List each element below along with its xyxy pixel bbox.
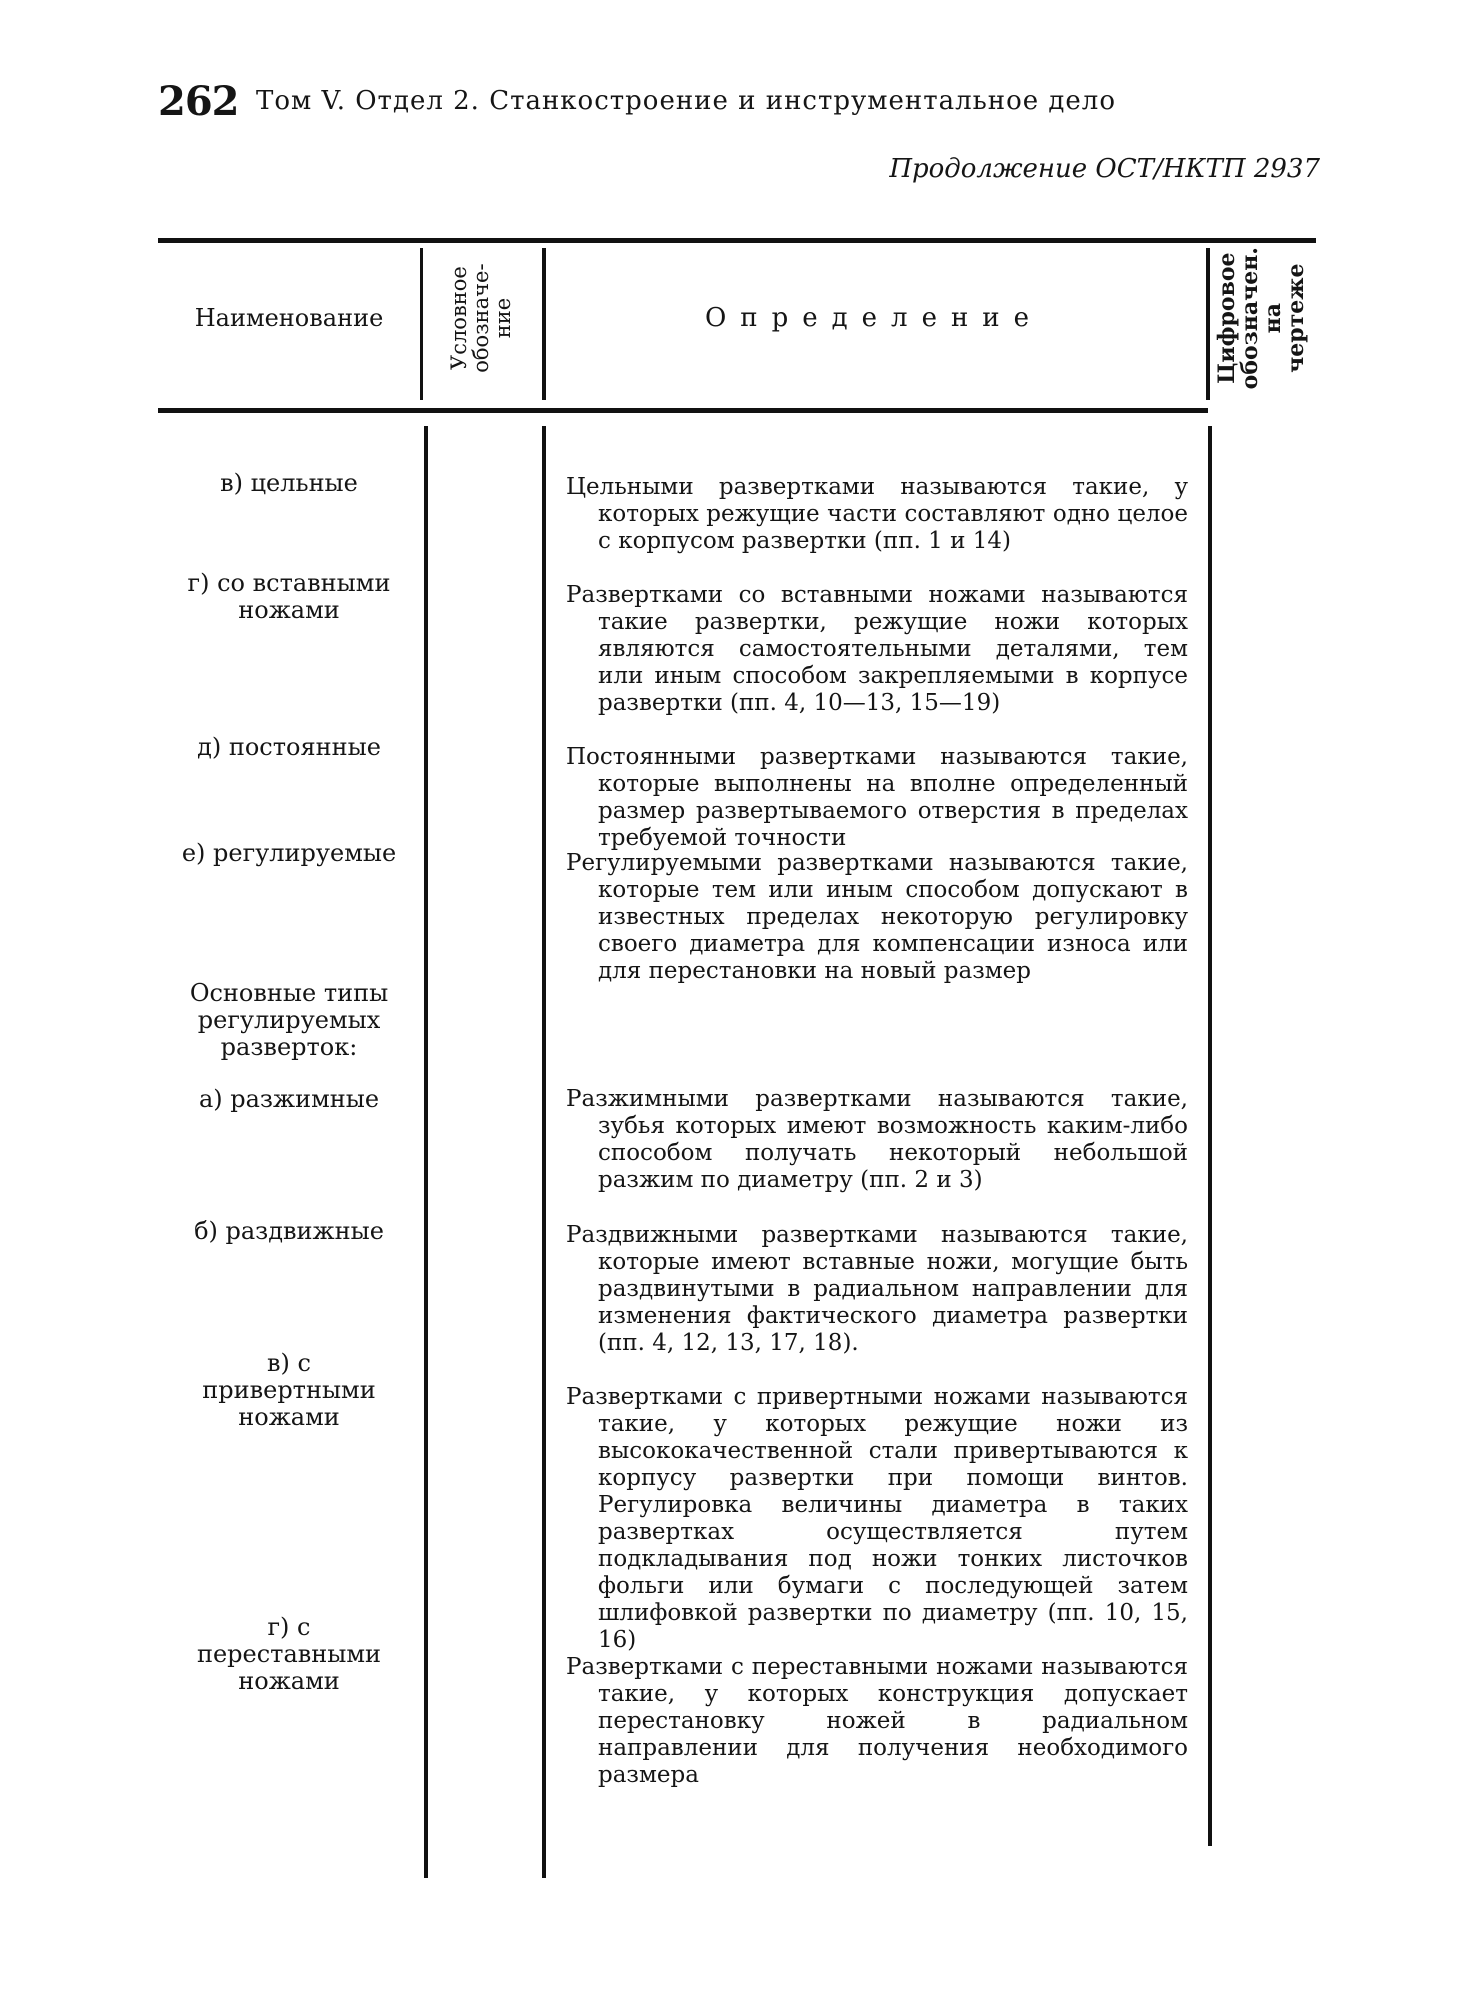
column-divider	[1208, 426, 1212, 1846]
column-divider	[542, 426, 546, 1878]
column-header-digital	[1208, 238, 1316, 398]
page-number: 262	[158, 78, 239, 125]
page-header	[158, 78, 1288, 128]
table-header-rule	[158, 408, 1208, 413]
column-header-symbol	[420, 248, 542, 388]
table-row: Разжимными развертками называются такие, зубья которых имеют возможность каким-либо способом получать некоторый небольшой разжим по диаметру (пп. 2 и 3)	[566, 1086, 1188, 1193]
list-item: в) с привертными ножами	[202, 1349, 376, 1431]
definitions-table	[158, 238, 1316, 1888]
column-header-label: Определение	[704, 303, 1044, 333]
table-row: Постоянными развертками называются такие, которые выполнены на вполне определенный размер развертываемого отверстия в пределах требуемой точности	[566, 744, 1188, 851]
column-header-name	[158, 248, 420, 388]
table-top-rule	[158, 238, 1316, 243]
column-header-definition	[542, 248, 1206, 388]
column-header-label: Цифровое обозначен. на чертеже	[1213, 246, 1310, 390]
table-row: Развертками со вставными ножами называются такие развертки, режущие ножи которых являются самостоятельными деталями, тем или иным способом закрепляемыми в корпусе развертки (пп. 4, 10—13, 15—19)	[566, 582, 1188, 716]
table-row: Регулируемыми развертками называются такие, которые тем или иным способом допускают в известных пределах некоторую регулировку своего диаметра для компенсации износа или для перестановки на новый размер	[566, 850, 1188, 984]
list-item: а) разжимные	[198, 1085, 380, 1113]
table-row: Цельными развертками называются такие, у которых режущие части составляют одно целое с корпусом развертки (пп. 1 и 14)	[566, 474, 1188, 554]
table-row: Развертками с переставными ножами называются такие, у которых конструкция допускает перестановку ножей в радиальном направлении для получения необходимого размера	[566, 1654, 1188, 1788]
column-header-label: Наименование	[194, 304, 384, 332]
table-row: Раздвижными развертками называются такие, которые имеют вставные ножи, могущие быть раздвинутыми в радиальном направлении для изменения фактического диаметра развертки (пп. 4, 12, 13, 17, 18).	[566, 1222, 1188, 1356]
list-item: г) с переставными ножами	[196, 1613, 382, 1695]
continuation-note: Продолжение ОСТ/НКТП 2937	[889, 154, 1320, 184]
list-item: б) раздвижные	[194, 1217, 384, 1245]
column-divider	[424, 426, 428, 1878]
running-title: Том V. Отдел 2. Станкостроение и инструментальное дело	[256, 86, 1116, 116]
list-item: в) цельные	[220, 469, 358, 497]
list-item: д) постоянные	[197, 733, 381, 761]
table-row: Развертками с привертными ножами называются такие, у которых режущие ножи из высококачественной стали привертываются к корпусу развертки при помощи винтов. Регулировка величины диаметра в таких развертках осуществляется путем подкладывания под ножи тонких листочков фольги или бумаги с последующей затем шлифовкой развертки по диаметру (пп. 10, 15, 16)	[566, 1384, 1188, 1653]
column-header-label: Условное обозначе-ние	[446, 263, 516, 373]
list-item: г) со вставными ножами	[187, 569, 391, 624]
list-item: Основные типы регулируемых разверток:	[189, 979, 389, 1061]
list-item: е) регулируемые	[181, 839, 397, 867]
